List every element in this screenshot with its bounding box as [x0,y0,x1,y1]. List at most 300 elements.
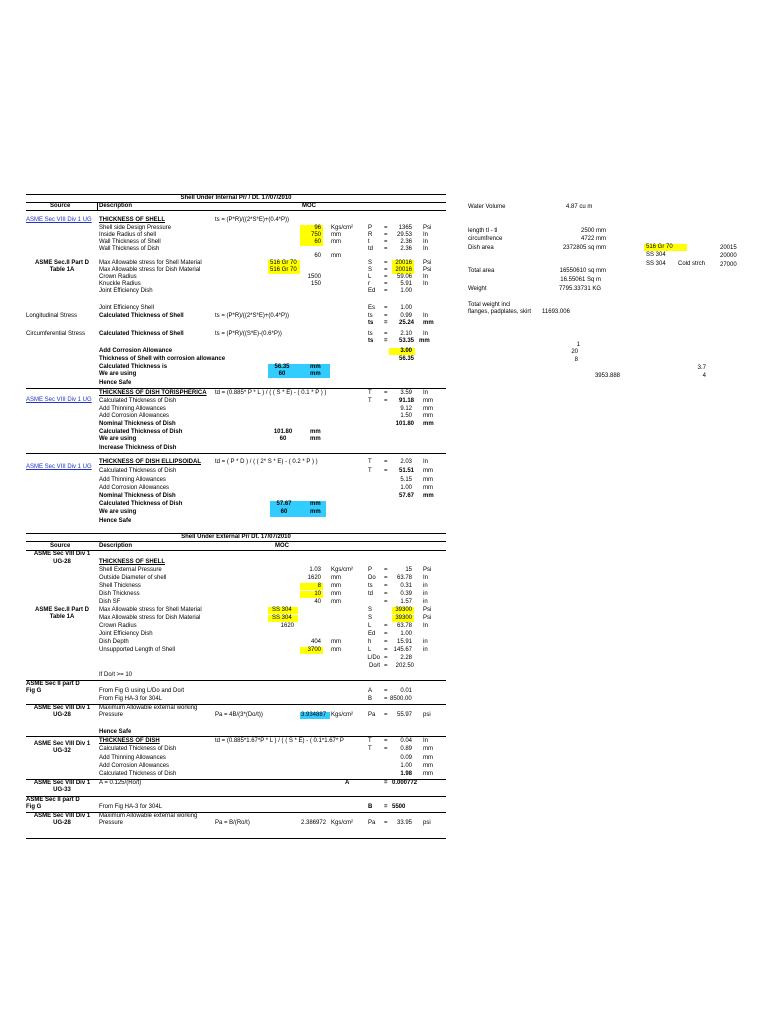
dish-symbol: T [368,738,372,744]
section-thickness-of-shell: THICKNESS OF SHELL [99,217,166,223]
row-result-unit: in [423,599,428,605]
we-are-using-unit: mm [310,371,321,377]
row-result: 20016 [395,267,412,273]
pa-unit: Kgs/cm² [331,712,354,718]
row-unit: mm [331,599,341,605]
row-result: 1.57 [400,599,412,605]
tori-symbol: T [368,390,372,396]
row-desc: Wall Thickness of Shell [99,239,161,245]
row-unit: Kgs/cm² [331,567,354,573]
ext-source-7: ASME Sec VIII Div 1 [33,813,91,819]
tori-value: 101.80 [395,421,414,427]
side-number-5: 3953.888 [594,373,620,379]
tori-unit: mm [423,406,433,412]
weight-value: 7795.33731 KG [558,286,601,292]
a-value: 0.01 [400,688,412,694]
ext-source-3b: UG-28 [53,712,71,718]
row-value: 60 [314,253,321,259]
row-result-unit: Psi [423,267,432,273]
row-eq: = [384,583,388,589]
ts-symbol: ts [368,331,373,337]
tori-unit: mm [423,413,433,419]
weight-label: Weight [468,286,487,292]
col-source: Source [50,203,71,209]
dish-unit: mm [423,755,433,761]
ell-symbol: T [368,468,372,474]
dish-desc: Calculated Thickness of Dish [99,771,177,777]
row-eq: = [384,288,388,294]
ext-source-6: ASME Sec II part D [26,797,80,803]
row-result-unit: in [423,583,428,589]
water-volume-label: Water Volume [468,204,506,210]
row-unit: mm [331,232,341,238]
tori-calc-unit: mm [310,429,321,435]
pa2-formula: Pa = B/(Ro/t) [215,820,250,826]
dish-area-value: 2372805 sq mm [562,245,606,251]
ell-eq: = [384,459,388,465]
row-symbol: S [368,260,373,266]
material-1-value: 20015 [720,245,737,251]
ts-symbol: ts [368,320,374,326]
row-result: 0.39 [400,591,412,597]
ext-col-moc: MOC [275,543,289,549]
row-unit: mm [331,239,341,245]
row-symbol: Ed [368,631,376,637]
row-value: 150 [310,281,321,287]
ell-calc-label: Calculated Thickness of Dish [99,501,183,507]
from-fig-ha: From Fig HA-3 for 304L [99,696,163,702]
row-symbol: Do/t [368,663,380,669]
row-symbol: Do [368,575,376,581]
row-result: 2.28 [400,655,412,661]
es-value: 1.00 [400,305,412,311]
ell-using-label: We are using [99,509,137,515]
row-result: 1.00 [400,288,412,294]
dish-unit: mm [423,771,433,777]
dish-unit: mm [423,763,433,769]
row-unit: Kgs/cm² [331,225,354,231]
dish-desc: Add Corrosion Allowances [99,763,170,769]
pa2-unit: Kgs/cm² [331,820,354,826]
row-desc: Dish SF [99,599,121,605]
shell-corrosion-total-label: Thickness of Shell with corrosion allowance [99,356,226,362]
b2-symbol: B [368,804,373,810]
row-desc: Max Allowable stress for Dish Material [99,615,201,621]
row-eq: = [384,281,388,287]
source-table-sub: Table 1A [49,267,75,273]
ell-value: 1.00 [400,485,412,491]
ts-value: 0.99 [400,313,412,319]
row-desc: Knuckle Radius [99,281,141,287]
row-desc: Dish Thickness [99,591,140,597]
pa2-value: 2.386972 [301,820,327,826]
ext-source-7b: UG-28 [53,820,71,826]
asme-link-2[interactable]: ASME Sec VIII Div 1 UG [26,397,92,403]
row-unit: mm [331,253,341,259]
row-symbol: R [368,232,373,238]
tori-eq: = [384,390,388,396]
dish-value: 0.04 [400,738,412,744]
row-result-unit: In [423,274,429,280]
calculated-thickness-value: 56.35 [274,364,290,370]
pressure-label: Pressure [99,712,124,718]
row-moc: SS 304 [272,615,292,621]
max-allowable-ext-2: Maximum Allowable external working [99,813,198,819]
source-table: ASME Sec.II Part D [34,260,90,266]
eq-sign: = [384,313,388,319]
row-result: 1365 [398,225,412,231]
row-result: 63.78 [396,575,412,581]
asme-link-1[interactable]: ASME Sec VIII Div 1 UG [26,217,92,223]
row-symbol: L/Do [367,655,380,661]
ell-unit: mm [423,468,433,474]
section-torispherical: THICKNESS OF DISH TORISPHERICA [99,390,207,396]
ell-calc-value: 57.67 [276,501,292,507]
row-symbol: L [368,623,372,629]
tori-desc: Add Thinning Allowances [99,406,166,412]
row-unit: mm [331,639,341,645]
row-desc: Max Allowable stress for Shell Material [99,260,202,266]
side-number-2: 20 [571,349,578,355]
tori-increase: Increase Thickness of Dish [99,445,177,451]
row-eq: = [384,225,388,231]
side-number-1: 1 [576,342,580,348]
row-eq: = [384,260,388,266]
row-eq: = [384,274,388,280]
ell-using-unit: mm [310,509,321,515]
row-value: 1620 [307,575,321,581]
row-eq: = [384,567,388,573]
total-weight-label-2: flanges, padplates, skirt [468,309,532,315]
if-do-t: If Do/t >= 10 [99,672,133,678]
row-symbol: P [368,567,373,573]
ell-symbol: T [368,459,372,465]
row-value: 3700 [307,647,321,653]
tori-using-value: 60 [279,436,287,442]
row-symbol: S [368,615,373,621]
dish-desc: Calculated Thickness of Dish [99,746,177,752]
row-result: 15.91 [396,639,412,645]
total-area-value: 16550610 sq mm [559,268,606,274]
pa-result-unit: psi [423,712,431,718]
row-unit: mm [331,575,341,581]
calculated-thickness-unit: mm [310,364,321,370]
b-eq: = [384,696,388,702]
calculated-thickness-label: Calculated Thickness is [99,364,168,370]
tori-value: 1.50 [400,413,412,419]
row-desc: Wall Thickness of Dish [99,246,160,252]
dish-value: 0.09 [400,755,412,761]
ext-source-2: ASME Sec II part D [26,681,80,687]
row-unit: mm [331,591,341,597]
tori-desc: Add Corrosion Allowances [99,413,170,419]
max-allowable-ext: Maximum Allowable external working [99,705,198,711]
row-eq: = [384,647,388,653]
ext-col-source: Source [50,543,71,549]
tori-using-label: We are using [99,436,137,442]
internal-title: Shell Under Internal Pr/ / Dt. 17/07/2010 [180,195,292,201]
tori-using-unit: mm [310,436,321,442]
pa2-eq: = [384,820,388,826]
row-result: 20016 [395,260,412,266]
row-desc: Crown Radius [99,623,137,629]
total-weight-label: Total weight incl [468,302,511,308]
circumferential-stress: Circumferential Stress [26,331,86,337]
hence-safe: Hence Safe [99,380,132,386]
row-result-unit: In [423,232,429,238]
ell-unit: mm [423,493,434,499]
row-symbol: r [368,281,370,287]
row-value: 1.03 [309,567,321,573]
row-result-unit: Psi [423,607,432,613]
tori-desc: Calculated Thickness of Dish [99,398,177,404]
row-result-unit: Psi [423,225,432,231]
tori-value: 91.18 [398,398,414,404]
ext-source-3: ASME Sec VIII Div 1 [33,705,91,711]
side-number-4: 3.7 [697,365,706,371]
row-value: 404 [310,639,321,645]
row-eq: = [384,631,388,637]
row-eq: = [384,575,388,581]
dish-desc: Add Thinning Allowances [99,755,166,761]
material-2: SS 304 [646,252,666,258]
row-moc: 516 Gr 70 [270,267,297,273]
circumference-label: circumfrence [468,236,503,242]
row-result: 2.36 [400,246,412,252]
dish-unit: mm [423,746,433,752]
row-desc: Crown Radius [99,274,137,280]
eq-sign: = [384,320,388,326]
dish-unit: In [423,738,429,744]
asme-link-3[interactable]: ASME Sec VIII Div 1 UG [26,464,92,470]
eq-sign: = [384,305,388,311]
row-desc: Shell Thickness [99,583,141,589]
ext-source-1: ASME Sec VIII Div 1 [33,551,91,557]
ell-unit: mm [423,477,433,483]
row-desc: Unsupported Length of Shell [99,647,176,653]
ext-source-5: ASME Sec VIII Div 1 [33,780,91,786]
row-unit: mm [331,647,341,653]
total-area-value-2: 16.55061 Sq m [560,277,601,283]
ell-desc: Add Corrosion Allowances [99,485,170,491]
row-desc: Shell External Pressure [99,567,162,573]
shell-corrosion-total-value: 56.35 [398,356,414,362]
ts-unit: In [423,331,429,337]
row-value: 10 [314,591,321,597]
section-ellipsoidal: THICKNESS OF DISH ELLIPSOIDAL [99,459,202,465]
side-number-6: 4 [702,373,706,379]
water-volume-value: 4.87 cu m [566,204,593,210]
row-eq: = [384,623,388,629]
formula-long: ts = (P*R)/((2*S*E)+(0.4*P)) [215,313,290,319]
row-desc: Joint Efficiency Dish [99,288,153,294]
ell-unit: In [423,459,429,465]
row-result: 5.91 [400,281,412,287]
row-result-unit: In [423,281,429,287]
row-eq: = [384,239,388,245]
row-symbol: h [368,639,372,645]
row-result-unit: Psi [423,615,432,621]
row-eq: = [384,663,388,669]
ext-source-1b: UG-28 [53,559,71,565]
ext-source-6b: Fig G [26,804,42,810]
circumference-value: 4722 mm [580,236,606,242]
formula-torispherical: td = (0.885* P * L ) / ( ( S * E) - ( 0.1 * P ) ) [215,390,327,396]
a-formula: A = 0.125/(Ro/t) [99,780,142,786]
row-symbol: L [368,274,372,280]
material-3-note: Cold strch [678,261,706,267]
ts-value: 2.10 [400,331,412,337]
row-result: 39300 [395,615,412,621]
row-symbol: L [368,647,372,653]
ext-col-description: Description [99,543,133,549]
col-moc: MOC [302,203,316,209]
row-symbol: S [368,267,373,273]
row-result: 145.67 [393,647,412,653]
pa-result: 55.97 [396,712,412,718]
ell-value: 51.51 [398,468,414,474]
row-result-unit: Psi [423,567,432,573]
row-symbol: td [368,591,374,597]
row-moc: 516 Gr 70 [270,260,297,266]
row-result: 39300 [395,607,412,613]
b2-value: 5500 [392,804,406,810]
row-desc: Joint Efficiency Dish [99,631,153,637]
row-eq: = [384,591,388,597]
ext-source-table: ASME Sec.II Part D [34,607,90,613]
ell-value: 2.03 [400,459,412,465]
a-symbol: A [368,688,373,694]
we-are-using-value: 60 [278,371,286,377]
ts-symbol: ts [368,338,374,344]
row-moc: SS 304 [272,607,292,613]
pa-symbol: Pa [368,712,376,718]
material-3: SS 304 [646,261,666,267]
calc-thickness-shell-2: Calculated Thickness of Shell [99,331,184,337]
row-result: 2.36 [400,239,412,245]
joint-efficiency-shell: Joint Efficiency Shell [99,305,154,311]
row-unit: mm [331,583,341,589]
from-fig-g: From Fig G using L/Do and Do/t [99,688,185,694]
es-symbol: Es [368,305,376,311]
length-value: 2500 mm [580,228,606,234]
row-result: 63.78 [396,623,412,629]
ext-source-2b: Fig G [26,688,42,694]
we-are-using-label: We are using [99,371,137,377]
tori-unit: mm [423,398,433,404]
row-eq: = [384,639,388,645]
eq-sign: = [384,338,388,344]
row-value: 1620 [280,623,294,629]
material-2-value: 20000 [720,253,737,259]
calc-thickness-shell: Calculated Thickness of Shell [99,313,184,319]
tori-eq: = [384,398,388,404]
dish-eq: = [384,746,388,752]
dish-value: 0.89 [400,746,412,752]
row-desc: Shell side Design Pressure [99,225,172,231]
tori-calc-value: 101.80 [273,429,293,435]
ell-hence-safe: Hence Safe [99,518,132,524]
ts-value: 53.35 [398,338,414,344]
ts-unit: In [423,313,429,319]
row-result-unit: In [423,623,429,629]
ext-section-dish: THICKNESS OF DISH [99,738,160,744]
ext-source-table-sub: Table 1A [49,614,75,620]
ext-hence-safe: Hence Safe [99,729,132,735]
row-eq: = [384,232,388,238]
dish-eq: = [384,738,388,744]
ell-unit: mm [423,485,433,491]
tori-calc-label: Calculated Thickness of Dish [99,429,183,435]
b2-eq: = [384,804,388,810]
ell-desc: Nominal Thickness of Dish [99,493,176,499]
pa2-result-unit: psi [423,820,431,826]
pressure-label-2: Pressure [99,820,124,826]
row-symbol: S [368,607,373,613]
tori-unit: In [423,390,429,396]
pa-value: 3.934887 [301,712,327,718]
formula-dish-ext: td = (0.885*1.67*P * L ) / ( ( S * E) - ( 0.1*1.67* P [215,738,344,744]
a-eq: = [384,688,388,694]
total-weight-value: 11693.006 [542,309,570,315]
row-value: 60 [314,239,321,245]
row-eq: = [384,599,388,605]
ts-value: 25.24 [398,320,414,326]
material-3-value: 27000 [720,262,737,268]
side-number-3: 8 [574,357,578,363]
tori-value: 3.59 [400,390,412,396]
corrosion-allowance-label: Add Corrosion Allowance [99,348,173,354]
a2-eq: = [384,780,388,786]
longitudinal-stress: Longitudinal Stress [26,313,78,319]
formula-ellipsoidal: td = ( P * D ) / ( ( 2* S * E) - ( 0.2 * P ) ) [215,459,318,465]
row-value: 8 [317,583,321,589]
ell-desc: Add Thinning Allowances [99,477,166,483]
row-eq: = [384,655,388,661]
ell-calc-unit: mm [310,501,321,507]
row-result-unit: In [423,246,429,252]
row-symbol: td [368,246,374,252]
dish-value: 1.00 [400,763,412,769]
tori-unit: mm [423,421,434,427]
row-value: 750 [310,232,321,238]
row-eq: = [384,267,388,273]
pa2-result: 33.95 [396,820,412,826]
ext-source-4: ASME Sec VIII Div 1 [33,741,91,747]
row-result: 202.50 [395,663,414,669]
row-result: 29.53 [396,232,412,238]
row-symbol: Ed [368,288,376,294]
b-symbol: B [368,696,373,702]
row-desc: Max Allowable stress for Dish Material [99,267,201,273]
pa-eq: = [384,712,388,718]
ext-source-5b: UG-33 [53,787,71,793]
row-result: 59.06 [396,274,412,280]
row-result: 15 [405,567,412,573]
row-desc: Dish Depth [99,639,129,645]
eq-sign: = [384,331,388,337]
b-value: 8500.00 [390,696,412,702]
external-title: Shell Under External Pr/ Dt. 17/07/2010 [181,534,291,540]
dish-value: 1.98 [400,771,412,777]
row-result-unit: In [423,239,429,245]
row-symbol: P [368,225,373,231]
from-fig-ha-2: From Fig HA-3 for 304L [99,804,163,810]
row-desc: Max Allowable stress for Shell Material [99,607,202,613]
ell-eq: = [384,468,388,474]
tori-symbol: T [368,398,372,404]
row-result-unit: in [423,647,428,653]
